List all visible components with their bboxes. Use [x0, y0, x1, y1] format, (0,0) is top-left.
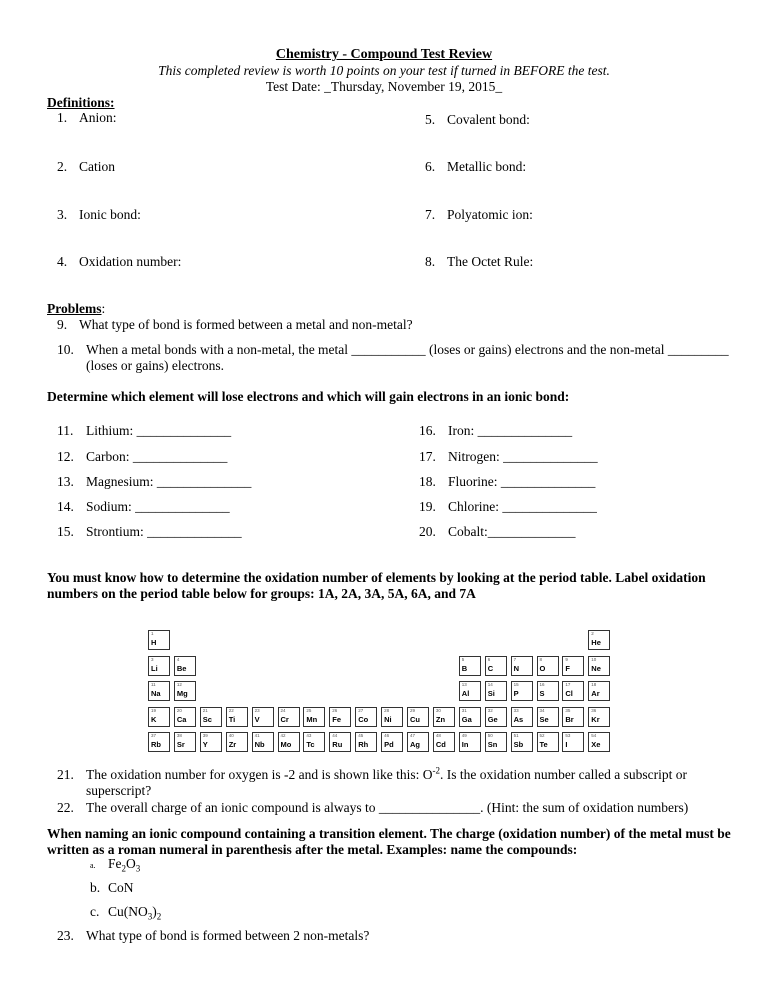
atomic-number: 7 — [513, 656, 517, 662]
review-note: This completed review is worth 10 points on your test if turned in BEFORE the test. — [158, 63, 610, 78]
element-symbol: C — [487, 663, 494, 673]
definition-item: 5. Covalent bond: — [425, 112, 530, 127]
element-question: 18. Fluorine: ______________ — [419, 474, 596, 489]
atomic-number: 34 — [539, 707, 545, 713]
element-symbol: V — [254, 714, 260, 724]
atomic-number: 19 — [151, 707, 157, 713]
element-symbol: Ne — [591, 663, 601, 673]
element-symbol: Ti — [228, 714, 236, 724]
element-question: 20. Cobalt:_____________ — [419, 524, 576, 539]
example-a: a. $Fe_2O_3$ — [90, 856, 141, 874]
atomic-number: 33 — [513, 707, 519, 713]
element-symbol: Cl — [565, 689, 573, 698]
element-symbol: Y — [202, 740, 208, 749]
atomic-number: 36 — [591, 707, 597, 713]
element-cell — [537, 656, 559, 676]
element-cell — [562, 732, 584, 752]
element-symbol: Tc — [306, 740, 315, 749]
element-symbol: K — [151, 714, 157, 724]
definitions-heading: Definitions: — [47, 95, 115, 110]
element-symbol: Rb — [151, 740, 161, 749]
atomic-number: 15 — [513, 682, 519, 687]
element-cell — [148, 681, 170, 701]
element-cell — [433, 707, 455, 727]
element-cell — [200, 732, 222, 752]
element-cell — [485, 732, 507, 752]
element-question: 14. Sodium: ______________ — [57, 499, 230, 514]
element-symbol: Zn — [435, 714, 446, 724]
element-symbol: Ar — [591, 689, 600, 698]
element-cell — [511, 732, 533, 752]
element-cell — [588, 656, 610, 676]
element-symbol: F — [565, 663, 570, 673]
element-cell — [459, 732, 481, 752]
element-cell — [329, 707, 351, 727]
definition-item: 8. The Octet Rule: — [425, 254, 534, 269]
atomic-number: 54 — [591, 733, 597, 738]
atomic-number: 20 — [176, 707, 182, 713]
page-title: Chemistry - Compound Test Review — [275, 47, 493, 62]
element-cell — [174, 732, 196, 752]
definition-item: 6. Metallic bond: — [425, 159, 527, 174]
element-symbol: Sc — [202, 714, 212, 724]
element-symbol: Si — [487, 689, 495, 698]
element-cell — [537, 707, 559, 727]
element-question: 19. Chlorine: ______________ — [419, 499, 597, 514]
element-cell — [537, 732, 559, 752]
question-23: 23. What type of bond is formed between 2 non-metals? — [57, 928, 370, 943]
element-cell — [459, 707, 481, 727]
element-symbol: Fe — [332, 714, 342, 724]
element-symbol: Ni — [384, 714, 392, 724]
atomic-number: 47 — [410, 733, 416, 738]
element-cell — [537, 681, 559, 701]
atomic-number: 10 — [591, 656, 597, 662]
atomic-number: 39 — [202, 733, 208, 738]
definition-item: 4. Oxidation number: — [57, 254, 182, 269]
example-b: b. CoN — [90, 880, 134, 895]
atomic-number: 45 — [358, 733, 364, 738]
element-symbol: S — [539, 689, 545, 698]
element-symbol: Xe — [591, 740, 601, 749]
atomic-number: 41 — [254, 733, 260, 738]
element-symbol: Cu — [410, 714, 420, 724]
question-10: 10. When a metal bonds with a non-metal, the metal ___________ (loses or gains) electrons and the non-metal _________ (loses or gains) electrons. — [57, 342, 729, 374]
element-symbol: P — [513, 689, 519, 698]
atomic-number: 18 — [591, 682, 597, 687]
naming-heading: When naming an ionic compound containing a transition element. The charge (oxidation number) of the metal must be written as a roman numeral in parenthesis after the metal. Examples: name the compounds: — [47, 826, 731, 858]
atomic-number: 11 — [151, 682, 156, 687]
atomic-number: 6 — [487, 656, 491, 662]
atomic-number: 44 — [332, 733, 338, 738]
definition-item: 2. Cation — [57, 159, 115, 174]
element-symbol: Mo — [280, 740, 292, 749]
element-symbol: Ge — [487, 714, 498, 724]
element-question: 16. Iron: ______________ — [419, 423, 573, 438]
atomic-number: 14 — [487, 682, 493, 687]
element-cell — [303, 707, 325, 727]
element-cell — [588, 630, 610, 650]
element-cell — [381, 707, 403, 727]
atomic-number: 49 — [461, 733, 467, 738]
problems-heading: Problems: — [47, 301, 106, 316]
atomic-number: 29 — [410, 707, 416, 713]
atomic-number: 42 — [280, 733, 286, 738]
element-cell — [148, 732, 170, 752]
atomic-number: 35 — [565, 707, 571, 713]
element-symbol: O — [539, 663, 546, 673]
atomic-number: 22 — [228, 707, 234, 713]
element-symbol: Mn — [306, 714, 318, 724]
element-cell — [148, 707, 170, 727]
element-symbol: Ag — [410, 740, 420, 749]
oxidation-instruction: You must know how to determine the oxidation number of elements by looking at the period table. Label oxidation numbers on the period table below for groups: 1A, 2A, 3A, 5A, 6A, and 7A — [47, 570, 706, 602]
element-cell — [355, 732, 377, 752]
atomic-number: 8 — [539, 656, 543, 662]
element-cell — [174, 656, 196, 676]
definition-item: 3. Ionic bond: — [57, 207, 141, 222]
element-symbol: Co — [358, 714, 369, 724]
element-cell — [174, 707, 196, 727]
example-c: c. $Cu(NO_3)_2$ — [90, 904, 162, 922]
element-symbol: Se — [539, 714, 549, 724]
question-22: 22. The overall charge of an ionic compound is always to _______________. (Hint: the sum of oxidation numbers) — [57, 800, 689, 815]
element-cell — [381, 732, 403, 752]
element-cell — [485, 681, 507, 701]
test-date: Test Date: _Thursday, November 19, 2015_ — [265, 79, 503, 94]
element-symbol: Li — [151, 663, 158, 673]
element-symbol: I — [565, 740, 568, 749]
element-question: 13. Magnesium: ______________ — [57, 474, 252, 489]
element-cell — [355, 707, 377, 727]
element-cell — [459, 656, 481, 676]
element-symbol: Pd — [384, 740, 394, 749]
element-cell — [407, 732, 429, 752]
element-cell — [433, 732, 455, 752]
element-cell — [303, 732, 325, 752]
element-symbol: He — [591, 638, 601, 647]
atomic-number: 48 — [435, 733, 441, 738]
atomic-number: 1 — [151, 631, 154, 636]
element-question: 11. Lithium: ______________ — [57, 423, 232, 438]
atomic-number: 53 — [565, 733, 571, 738]
element-cell — [459, 681, 481, 701]
atomic-number: 37 — [151, 733, 157, 738]
element-symbol: Zr — [228, 740, 237, 749]
element-cell — [148, 656, 170, 676]
atomic-number: 32 — [487, 707, 493, 713]
atomic-number: 5 — [461, 656, 465, 662]
element-symbol: B — [461, 663, 468, 673]
element-symbol: Ru — [332, 740, 343, 749]
question-9: 9. What type of bond is formed between a metal and non-metal? — [57, 317, 413, 332]
atomic-number: 16 — [539, 682, 545, 687]
element-symbol: Cr — [280, 714, 289, 724]
atomic-number: 21 — [202, 707, 208, 713]
element-symbol: Br — [565, 714, 574, 724]
element-cell — [278, 732, 300, 752]
element-cell — [252, 707, 274, 727]
atomic-number: 30 — [435, 707, 441, 713]
periodic-table — [148, 630, 614, 757]
element-cell — [511, 656, 533, 676]
definition-item: 7. Polyatomic ion: — [425, 207, 533, 222]
element-symbol: In — [461, 740, 469, 749]
element-cell — [511, 681, 533, 701]
element-symbol: Ga — [461, 714, 472, 724]
element-cell — [485, 707, 507, 727]
element-cell — [278, 707, 300, 727]
element-symbol: Sr — [176, 740, 185, 749]
element-question: 15. Strontium: ______________ — [57, 524, 242, 539]
element-cell — [511, 707, 533, 727]
atomic-number: 17 — [565, 682, 571, 687]
element-symbol: Rh — [358, 740, 369, 749]
atomic-number: 26 — [332, 707, 338, 713]
element-symbol: Al — [461, 689, 470, 698]
element-cell — [588, 681, 610, 701]
element-question: 12. Carbon: ______________ — [57, 449, 228, 464]
element-cell — [588, 732, 610, 752]
lose-gain-heading: Determine which element will lose electrons and which will gain electrons in an ionic bond: — [47, 389, 570, 404]
atomic-number: 25 — [306, 707, 312, 713]
definition-item: 1. Anion: — [57, 110, 117, 125]
atomic-number: 13 — [461, 682, 467, 687]
question-21: 21. The oxidation number for oxygen is -2 and is shown like this: $O^{-2}$. Is the oxidation number called a subscript or superscript? — [57, 765, 688, 799]
atomic-number: 43 — [306, 733, 312, 738]
element-symbol: H — [151, 638, 157, 647]
element-cell — [226, 732, 248, 752]
atomic-number: 50 — [487, 733, 493, 738]
element-symbol: Sn — [487, 740, 498, 749]
atomic-number: 46 — [384, 733, 390, 738]
atomic-number: 9 — [565, 656, 568, 662]
atomic-number: 51 — [513, 733, 519, 738]
element-cell — [407, 707, 429, 727]
element-question: 17. Nitrogen: ______________ — [419, 449, 598, 464]
element-cell — [174, 681, 196, 701]
element-symbol: Ca — [176, 714, 187, 724]
atomic-number: 40 — [228, 733, 234, 738]
atomic-number: 12 — [176, 682, 182, 687]
atomic-number: 23 — [254, 707, 260, 713]
atomic-number: 24 — [280, 707, 286, 713]
element-symbol: As — [513, 714, 524, 724]
atomic-number: 52 — [539, 733, 545, 738]
atomic-number: 31 — [461, 707, 467, 713]
atomic-number: 2 — [591, 631, 594, 636]
element-cell — [562, 681, 584, 701]
element-symbol: Mg — [176, 689, 188, 698]
element-cell — [562, 656, 584, 676]
element-cell — [252, 732, 274, 752]
element-symbol: Cd — [435, 740, 446, 749]
element-symbol: Sb — [513, 740, 524, 749]
atomic-number: 3 — [151, 656, 154, 662]
element-cell — [485, 656, 507, 676]
element-symbol: Te — [539, 740, 548, 749]
element-cell — [200, 707, 222, 727]
element-cell — [329, 732, 351, 752]
element-symbol: Nb — [254, 740, 265, 749]
element-cell — [588, 707, 610, 727]
element-symbol: Be — [176, 663, 187, 673]
element-cell — [226, 707, 248, 727]
element-symbol: N — [513, 663, 520, 673]
element-cell — [562, 707, 584, 727]
atomic-number: 38 — [176, 733, 182, 738]
element-symbol: Na — [151, 689, 161, 698]
element-cell — [148, 630, 170, 650]
atomic-number: 4 — [176, 656, 180, 662]
atomic-number: 28 — [384, 707, 390, 713]
atomic-number: 27 — [358, 707, 364, 713]
element-symbol: Kr — [591, 714, 600, 724]
